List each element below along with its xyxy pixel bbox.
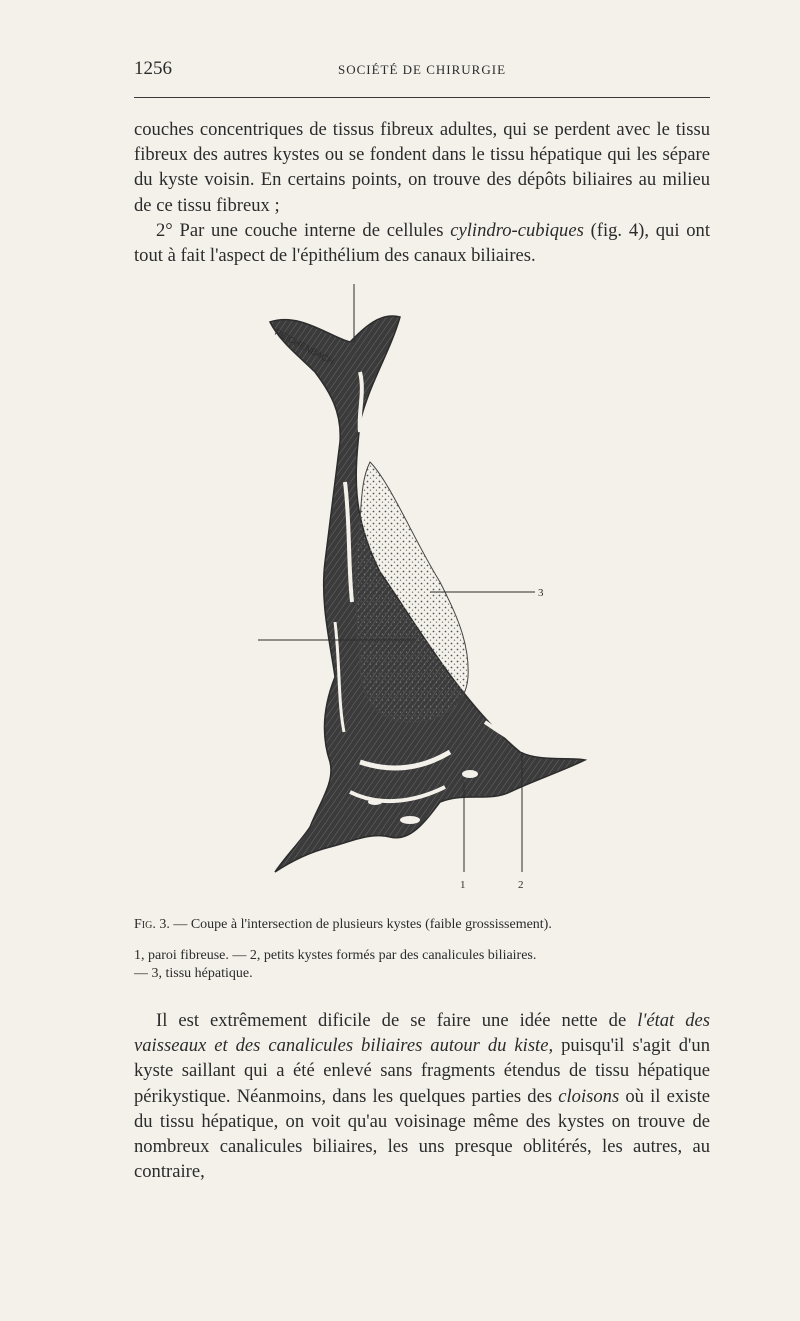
paragraph-2 xyxy=(134,218,710,268)
closing-text-a: Il est extrêmement dificile de se faire une idée nette de xyxy=(156,1010,638,1031)
paragraph-2-emphasis: cylindro-cubiques xyxy=(450,219,584,241)
paragraph-1: couches concentriques de tissus fibreux adultes, qui se perdent avec le tissu fibreux des autres kystes ou se fondent dans le tissu hépatique qui les sépare du kyste voisin. En certains points, on trouve des dépôts biliaires au milieu de ce tissu fibreux ; xyxy=(134,119,710,216)
label-3: 3 xyxy=(538,587,544,599)
paragraph-2-text-b: (fig. 4), qui ont tout à fait l'aspect de l'épithélium des canaux biliaires. xyxy=(134,219,710,267)
closing-paragraph xyxy=(134,1008,710,1184)
closing-text-b: , puisqu'il s'agit d'un kyste saillant qui a été enlevé sans fragments étendus de tissu hépatique périkystique. Néanmoins, dans les quelques parties des xyxy=(134,1035,710,1107)
page-number: 1256 xyxy=(134,58,172,79)
histology-illustration xyxy=(240,282,600,902)
label-1: 1 xyxy=(460,879,466,891)
engraver-signature: REICHENBACH xyxy=(273,326,336,367)
closing-emphasis-1: l'état des vaisseaux et des canalicules biliaires autour du kiste xyxy=(134,1010,711,1057)
figure-label: Fig. 3. xyxy=(134,917,170,932)
closing-emphasis-2: cloisons xyxy=(558,1085,620,1107)
figure-caption-title: — Coupe à l'intersection de plusieurs kystes (faible grossissement). xyxy=(169,917,552,932)
figure-caption xyxy=(134,916,724,934)
closing-paragraph-text xyxy=(134,1008,710,1184)
legend-line-2: — 3, tissu hépatique. xyxy=(134,966,253,981)
figure-3-engraving xyxy=(240,282,600,902)
label-2: 2 xyxy=(518,879,524,891)
closing-text-c: où il existe du tissu hépatique, on voit qu'au voisinage même des kystes on trouve de nombreux canalicules biliaires, les uns presque oblitérés, les autres, au contraire, xyxy=(134,1085,710,1183)
paragraph-2-text-a: 2° Par une couche interne de cellules xyxy=(156,219,451,241)
header-rule xyxy=(134,97,710,98)
figure-legend xyxy=(134,947,724,983)
legend-line-1: 1, paroi fibreuse. — 2, petits kystes formés par des canalicules biliaires. xyxy=(134,948,537,963)
lead-text xyxy=(134,117,710,268)
running-title: SOCIÉTÉ DE CHIRURGIE xyxy=(337,62,507,77)
page-header xyxy=(134,56,710,84)
